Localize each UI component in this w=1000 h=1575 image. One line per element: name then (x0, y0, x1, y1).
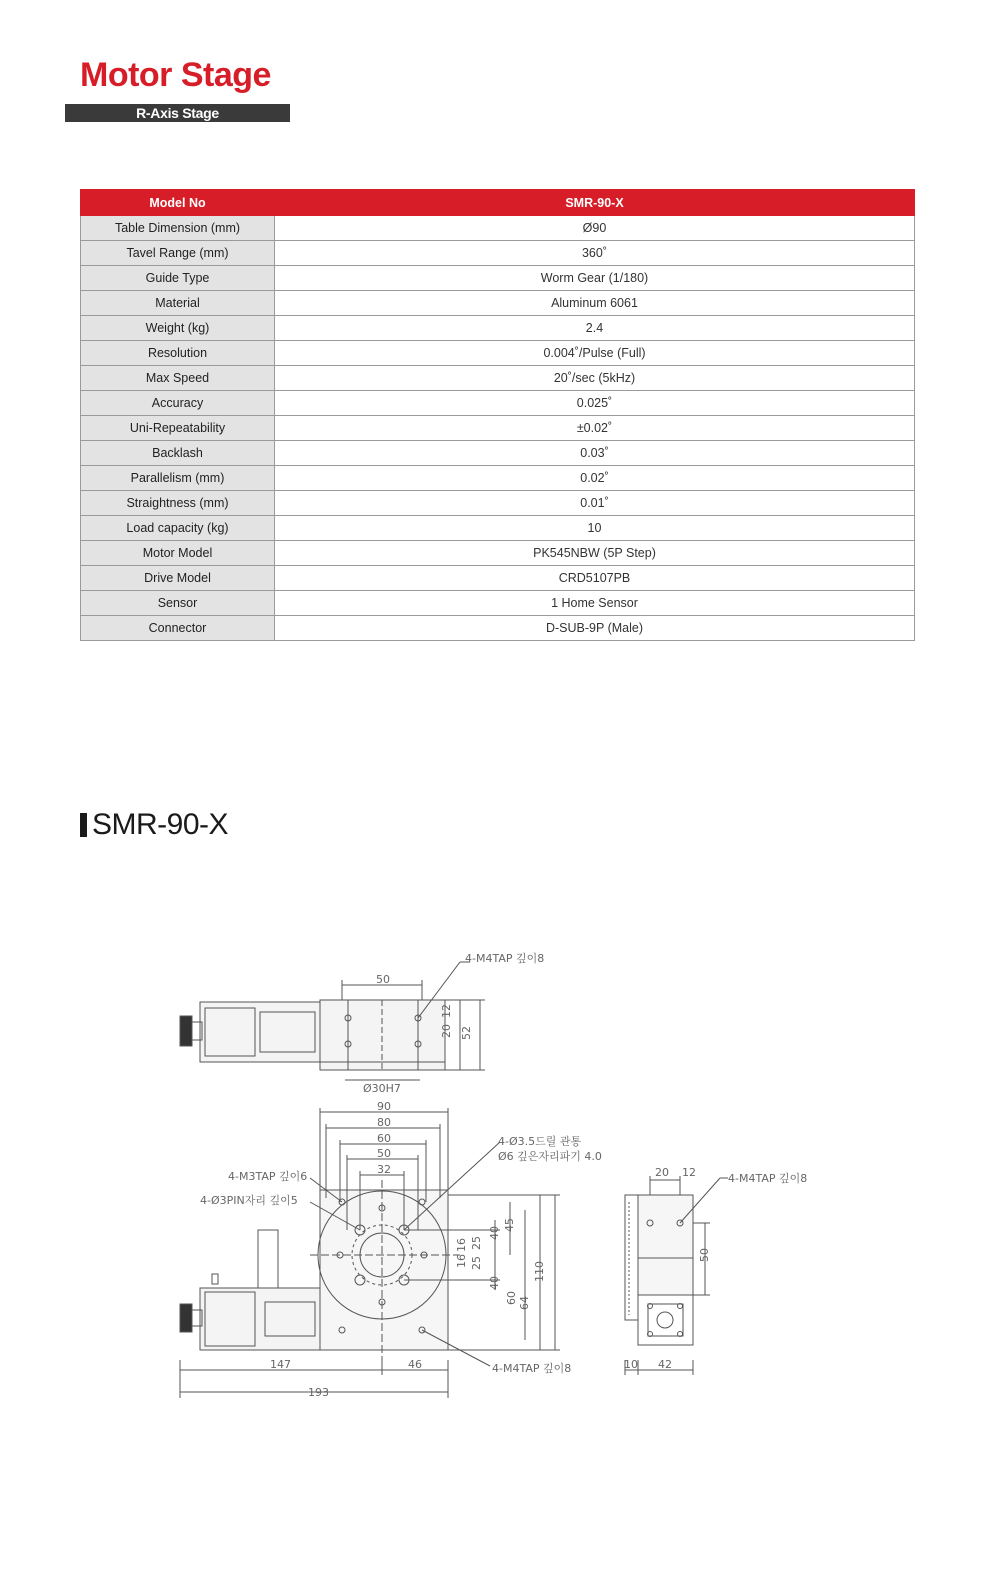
spec-label: Guide Type (81, 266, 275, 291)
spec-value: 1 Home Sensor (275, 591, 915, 616)
side-dim-50: 50 (698, 1248, 711, 1262)
spec-value: PK545NBW (5P Step) (275, 541, 915, 566)
table-header-row (81, 190, 915, 216)
section-title: SMR-90-X (92, 808, 229, 841)
spec-label: Uni-Repeatability (81, 416, 275, 441)
spec-label: Straightness (mm) (81, 491, 275, 516)
section-marker (80, 813, 87, 837)
front-dim-80: 80 (377, 1116, 391, 1129)
spec-value: ±0.02˚ (275, 416, 915, 441)
table-row (81, 291, 915, 316)
spec-label: Accuracy (81, 391, 275, 416)
spec-value: 0.01˚ (275, 491, 915, 516)
front-dim-i16b: 16 (455, 1254, 468, 1268)
table-row (81, 241, 915, 266)
front-dim-h40b: 40 (488, 1276, 501, 1290)
side-view (625, 1176, 728, 1375)
front-dim-h45: 45 (503, 1218, 516, 1232)
side-dim-10: 10 (624, 1358, 638, 1371)
front-dim-h40a: 40 (488, 1226, 501, 1240)
spec-value: 0.004˚/Pulse (Full) (275, 341, 915, 366)
spec-value: 10 (275, 516, 915, 541)
spec-value: 0.025˚ (275, 391, 915, 416)
front-dim-i16a: 16 (455, 1238, 468, 1252)
front-dim-46: 46 (408, 1358, 422, 1371)
spec-label: Sensor (81, 591, 275, 616)
spec-table-body (81, 216, 915, 641)
table-row (81, 566, 915, 591)
side-dim-42: 42 (658, 1358, 672, 1371)
front-dim-50: 50 (377, 1147, 391, 1160)
spec-value: 0.02˚ (275, 466, 915, 491)
spec-label: Resolution (81, 341, 275, 366)
table-row (81, 341, 915, 366)
table-row (81, 516, 915, 541)
front-dim-147: 147 (270, 1358, 291, 1371)
side-tap-note: 4-M4TAP 깊이8 (728, 1172, 808, 1185)
table-row (81, 366, 915, 391)
spec-value: Worm Gear (1/180) (275, 266, 915, 291)
spec-value: 20˚/sec (5kHz) (275, 366, 915, 391)
note-drill: 4-Ø3.5드릴 관통 (498, 1135, 582, 1148)
spec-value: 2.4 (275, 316, 915, 341)
front-dim-i25b: 25 (470, 1256, 483, 1270)
spec-label: Weight (kg) (81, 316, 275, 341)
table-row (81, 441, 915, 466)
table-row (81, 391, 915, 416)
front-dim-h60: 60 (505, 1291, 518, 1305)
table-row (81, 316, 915, 341)
front-dim-h64: 64 (518, 1296, 531, 1310)
top-dim-hole: 20 (440, 1024, 453, 1038)
top-bore-label: Ø30H7 (363, 1082, 401, 1095)
technical-drawing (160, 940, 860, 1410)
spec-label: Material (81, 291, 275, 316)
page-subtitle-bar: R-Axis Stage (65, 104, 290, 122)
table-row (81, 216, 915, 241)
spec-value: D-SUB-9P (Male) (275, 616, 915, 641)
note-m4-bottom: 4-M4TAP 깊이8 (492, 1362, 572, 1375)
spec-label: Connector (81, 616, 275, 641)
note-pin: 4-Ø3PIN자리 깊이5 (200, 1194, 298, 1207)
spec-label: Table Dimension (mm) (81, 216, 275, 241)
motor-body-front (200, 1288, 320, 1350)
spec-label: Backlash (81, 441, 275, 466)
side-body (638, 1195, 693, 1295)
table-header-label: Model No (81, 190, 275, 216)
table-row (81, 491, 915, 516)
side-dim-20: 20 (655, 1166, 669, 1179)
front-dim-193: 193 (308, 1386, 329, 1399)
section-heading (80, 808, 228, 842)
stage-base-front (320, 1190, 448, 1350)
knob-top (180, 1016, 192, 1046)
front-dim-h110: 110 (533, 1261, 546, 1282)
table-header-model: SMR-90-X (275, 190, 915, 216)
spec-label: Parallelism (mm) (81, 466, 275, 491)
spec-value: 360˚ (275, 241, 915, 266)
page-title: Motor Stage (80, 56, 271, 94)
spec-label: Tavel Range (mm) (81, 241, 275, 266)
table-row (81, 541, 915, 566)
spec-label: Motor Model (81, 541, 275, 566)
knob-front (180, 1304, 192, 1332)
top-dim-edge: 12 (440, 1004, 453, 1018)
table-row (81, 616, 915, 641)
spec-label: Drive Model (81, 566, 275, 591)
spec-value: Ø90 (275, 216, 915, 241)
spec-value: CRD5107PB (275, 566, 915, 591)
side-dim-12: 12 (682, 1166, 696, 1179)
spec-table (80, 189, 915, 641)
front-dim-90: 90 (377, 1100, 391, 1113)
spec-label: Max Speed (81, 366, 275, 391)
spec-value: Aluminum 6061 (275, 291, 915, 316)
table-row (81, 266, 915, 291)
top-dim-width: 50 (376, 973, 390, 986)
table-row (81, 466, 915, 491)
note-counterbore: Ø6 깊은자리파기 4.0 (498, 1150, 602, 1163)
spec-label: Load capacity (kg) (81, 516, 275, 541)
top-tap-note: 4-M4TAP 깊이8 (465, 952, 545, 965)
table-row (81, 591, 915, 616)
table-row (81, 416, 915, 441)
side-motor-flange (638, 1295, 693, 1345)
front-dim-i25a: 25 (470, 1236, 483, 1250)
front-dim-32: 32 (377, 1163, 391, 1176)
spec-value: 0.03˚ (275, 441, 915, 466)
top-view (180, 962, 485, 1080)
top-dim-height: 52 (460, 1026, 473, 1040)
front-dim-60: 60 (377, 1132, 391, 1145)
note-m3-tap: 4-M3TAP 깊이6 (228, 1170, 308, 1183)
